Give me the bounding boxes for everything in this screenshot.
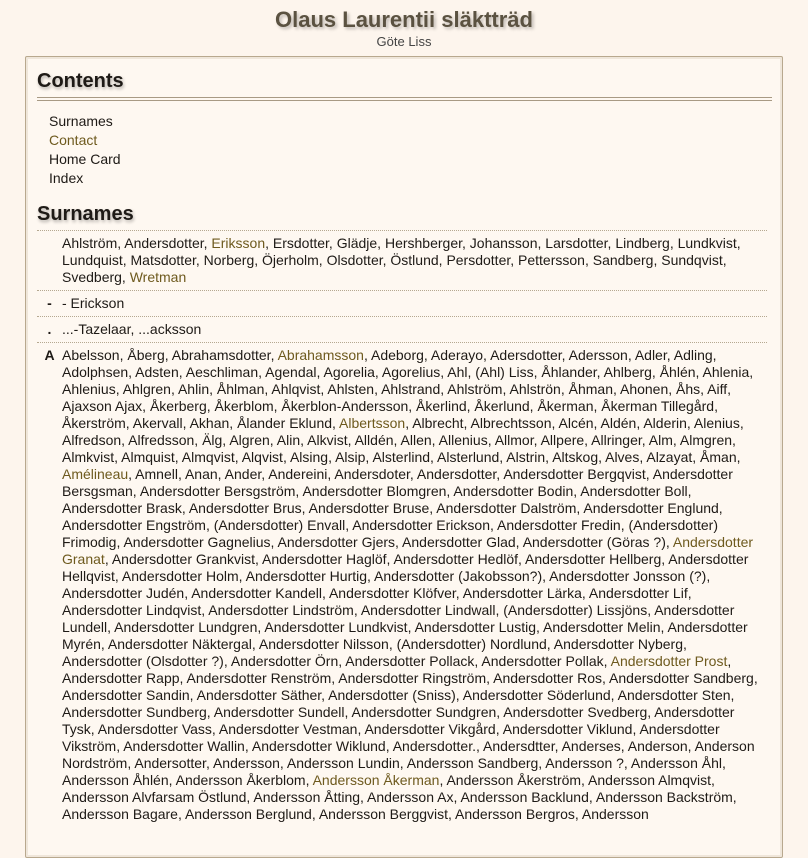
surname-link[interactable]: Ahlström,: [62, 235, 125, 251]
surname-row-letter: A: [44, 347, 55, 363]
surname-link-highlighted[interactable]: Andersson Åkerman: [312, 772, 440, 788]
surname-link[interactable]: Matsdotter,: [130, 252, 204, 268]
surnames-heading: Surnames: [37, 203, 134, 225]
surname-link[interactable]: Norberg,: [203, 252, 263, 268]
surname-row: [37, 342, 767, 827]
surname-link[interactable]: , Andersdotter Grankvist, Andersdotter Haglöf, Andersdotter Hedlöf, Andersdotter Hellberg, Andersdotter Hellqvist, Andersdotter Holm, Andersdotter Hurtig, Andersdotter (Jakobsson?), Andersdotter Jonsson (?), Andersdotter Judén, Andersdotter Kandell, Andersdotter Klöfver, Andersdotter Lärka, Andersdotter Lif, Andersdotter Lindqvist, Andersdotter Lindström, Andersdotter Lindwall, (Andersdotter) Lissjöns, Andersdotter Lundell, Andersdotter Lundgren, Andersdotter Lundkvist, Andersdotter Lustig, Andersdotter Melin, Andersdotter Myrén, Andersdotter Näktergal, Andersdotter Nilsson, (Andersdotter) Nordlund, Andersdotter Nyberg, Andersdotter (Olsdotter ?), Andersdotter Örn, Andersdotter Pollack, Andersdotter Pollak,: [62, 551, 749, 669]
surname-link[interactable]: Johansson,: [469, 235, 546, 251]
surname-link[interactable]: , Ersdotter,: [265, 235, 337, 251]
surname-link[interactable]: , Albrecht, Albrechtsson, Alcén, Aldén, Alderin, Alenius, Alfredson, Alfredsson, Älg, Algren, Alin, Alkvist, Alldén, Allen, Allenius, Allmor, Allpere, Allringer, Alm, Almgren, Almkvist, Almquist, Almqvist, Alqvist, Alsing, Alsip, Alsterlind, Alsterlund, Alstrin, Altskog, Alves, Alzayat, Åman,: [62, 415, 744, 465]
surname-row-letter: .: [47, 321, 52, 337]
surname-row: [37, 230, 767, 290]
contents-link-index[interactable]: Index: [49, 170, 84, 186]
surname-link[interactable]: Pettersson,: [518, 252, 593, 268]
surname-link[interactable]: Öjerholm,: [262, 252, 327, 268]
contents-item-index: [49, 169, 121, 188]
surname-link[interactable]: Hershberger,: [384, 235, 470, 251]
surname-table: [37, 230, 767, 827]
surname-link[interactable]: , Andersdotter Rapp, Andersdotter Renström, Andersdotter Ringström, Andersdotter Ros, Andersdotter Sandberg, Andersdotter Sandin, Andersdotter Säther, Andersdotter (Sniss), Andersdotter Söderlund, Andersdotter Sten, Andersdotter Sundberg, Andersdotter Sundell, Andersdotter Sundgren, Andersdotter Svedberg, Andersdotter Tysk, Andersdotter Vass, Andersdotter Vestman, Andersdotter Vikgård, Andersdotter Viklund, Andersdotter Vikström, Andersdotter Wallin, Andersdotter Wiklund, Andersdotter., Andersdtter, Anderses, Anderson, Anderson Nordström, Andersotter, Andersson, Andersson Lundin, Andersson Sandberg, Andersson ?, Andersson Åhl, Andersson Åhlén, Andersson Åkerblom,: [62, 653, 758, 788]
surname-link[interactable]: ...acksson: [138, 321, 202, 337]
surname-link-highlighted[interactable]: Albertsson: [339, 415, 406, 431]
surname-link[interactable]: Lundkvist,: [677, 235, 741, 251]
site-title: Olaus Laurentii släktträd: [275, 7, 533, 32]
surname-row: [37, 316, 767, 342]
surname-link[interactable]: Larsdotter,: [545, 235, 616, 251]
contents-link-surnames[interactable]: Surnames: [49, 113, 113, 129]
contents-list: [49, 112, 121, 188]
surname-link-highlighted[interactable]: Andersdotter Prost: [610, 653, 728, 669]
surname-link[interactable]: Svedberg,: [62, 269, 130, 285]
surname-link[interactable]: , Amnell, Anan, Ander, Andereini, Andersdoter, Andersdotter, Andersdotter Bergqvist, Andersdotter Bersgsman, Andersdotter Bersgström, Andersdotter Blomgren, Andersdotter Bodin, Andersdotter Boll, Andersdotter Brask, Andersdotter Brus, Andersdotter Bruse, Andersdotter Dalström, Andersdotter Englund, Andersdotter Engström, (Andersdotter) Envall, Andersdotter Erickson, Andersdotter Fredin, (Andersdotter) Frimodig, Andersdotter Gagnelius, Andersdotter Gjers, Andersdotter Glad, Andersdotter (Göras ?),: [62, 466, 733, 550]
contents-link-home-card[interactable]: Home Card: [49, 151, 121, 167]
surname-link[interactable]: Glädje,: [336, 235, 385, 251]
surname-link[interactable]: Sandberg,: [592, 252, 662, 268]
surname-link[interactable]: Olsdotter,: [326, 252, 391, 268]
contents-item-home-card: [49, 150, 121, 169]
surname-row: [37, 290, 767, 316]
heading-divider: [37, 97, 772, 101]
contents-item-surnames: [49, 112, 121, 131]
surname-link-highlighted[interactable]: Eriksson: [211, 235, 266, 251]
surname-link[interactable]: Lindberg,: [615, 235, 678, 251]
surname-row-names: [62, 317, 767, 342]
surname-link[interactable]: , Adeborg, Aderayo, Adersdotter, Adersson, Adler, Adling, Adolphsen, Adsten, Aeschliman, Agendal, Agorelia, Agorelius, Ahl, (Ahl) Liss, Åhlander, Ahlberg, Åhlén, Ahlenia, Ahlenius, Ahlgren, Ahlin, Åhlman, Ahlqvist, Ahlsten, Ahlstrand, Ahlström, Ahlströn, Åhman, Ahonen, Åhs, Aiff, Ajaxson Ajax, Åkerberg, Åkerblom, Åkerblon-Andersson, Åkerlind, Åkerlund, Åkerman, Åkerman Tillegård, Åkerström, Akervall, Akhan, Ålander Eklund,: [62, 347, 754, 431]
contents-item-contact: [49, 131, 121, 150]
contents-link-contact[interactable]: Contact: [49, 132, 98, 148]
surname-link-highlighted[interactable]: Amélineau: [62, 466, 129, 482]
contents-heading: Contents: [37, 70, 124, 92]
surname-row-names: [62, 231, 767, 290]
surname-row-letter: -: [47, 295, 52, 311]
surname-link[interactable]: Lundquist,: [62, 252, 131, 268]
surname-row-names: [62, 291, 767, 316]
surname-link[interactable]: , Andersson Åkerström, Andersson Almqvist, Andersson Alvfarsam Östlund, Andersson Åtting, Andersson Ax, Andersson Backlund, Andersson Backström, Andersson Bagare, Andersson Berglund, Andersson Berggvist, Andersson Bergros, Andersson: [62, 772, 737, 822]
surname-row-names: [62, 343, 767, 827]
surname-link-highlighted[interactable]: Andersdotter Granat: [62, 534, 754, 567]
surname-link-highlighted[interactable]: Abrahamsson: [277, 347, 364, 363]
site-header: [0, 0, 808, 49]
surname-link[interactable]: Abelsson, Åberg, Abrahamsdotter,: [62, 347, 278, 363]
surname-link[interactable]: Andersdotter,: [124, 235, 212, 251]
content-panel: [25, 56, 783, 858]
surname-link[interactable]: Östlund,: [390, 252, 447, 268]
surname-row-letter: [37, 231, 62, 290]
site-author: Göte Liss: [376, 34, 432, 49]
surname-link[interactable]: - Erickson: [62, 295, 125, 311]
surname-link-highlighted[interactable]: Wretman: [129, 269, 187, 285]
surname-link[interactable]: Persdotter,: [446, 252, 519, 268]
surname-link[interactable]: Sundqvist,: [661, 252, 727, 268]
surname-link[interactable]: ...-Tazelaar,: [62, 321, 139, 337]
